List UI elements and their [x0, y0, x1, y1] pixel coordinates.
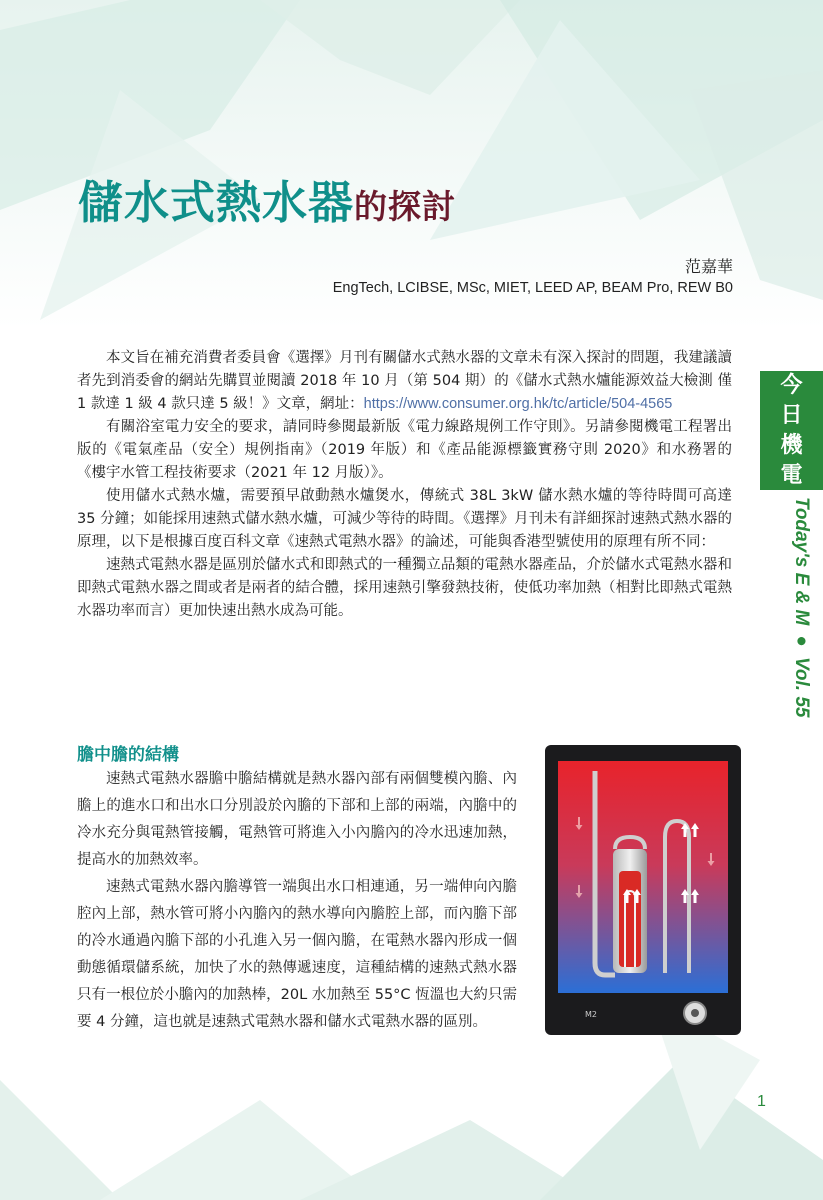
- inner-tank-hot-water: [619, 871, 641, 967]
- paragraph-regulations: 有關浴室電力安全的要求，請同時參閱最新版《電力線路規例工作守則》。另請參閱機電工程署出版的《電氣產品（安全）規例指南》（2019 年版）和《產品能源標籤實務守則 2020》和水務署的《樓宇水管工程技術要求（2021 年 12 月版）》。: [77, 419, 732, 481]
- badge-char-2: 日: [780, 402, 803, 428]
- consumer-council-link[interactable]: https://www.consumer.org.hk/tc/article/504-4565: [363, 396, 673, 412]
- magazine-badge: [760, 371, 823, 490]
- title-sub: 的探討: [354, 187, 457, 226]
- article-title: [78, 166, 456, 231]
- intro-text: 本文旨在補充消費者委員會《選擇》月刊有關儲水式熱水器的文章未有深入探討的問題，我建議讀者先到消委會的網站先購買並閱讀 2018 年 10 月（第 504 期）的《儲水式熱水爐能源效益大檢測 僅 1 款達 1 級 4 款只達 5 級！》文章，網址：: [77, 350, 732, 412]
- title-main: 儲水式熱水器: [78, 176, 355, 229]
- section-body: [77, 766, 517, 1036]
- paragraph-intro: [77, 347, 732, 416]
- issue-label: Today's E & M ● Vol. 55: [791, 497, 812, 718]
- section-heading: 膽中膽的結構: [77, 745, 179, 765]
- article-body: [77, 347, 732, 623]
- paragraph-waiting-time: 使用儲水式熱水爐，需要預早啟動熱水爐煲水，傳統式 38L 3kW 儲水熱水爐的等待時間可高達 35 分鐘；如能採用速熱式儲水熱水爐，可減少等待的時間。《選擇》月刊未有詳細探討速熱式熱水器的原理，以下是根據百度百科文章《速熱式電熱水器》的論述，可能與香港型號使用的原理有所不同：: [77, 488, 732, 550]
- author-name: 范嘉華: [684, 257, 733, 276]
- paragraph-structure: 速熱式電熱水器膽中膽結構就是熱水器內部有兩個雙模內膽、內膽上的進水口和出水口分別設於內膽的下部和上部的兩端，內膽中的冷水充分與電熱管接觸，電熱管可將進入小內膽內的冷水迅速加熱，提高水的加熱效率。: [77, 771, 517, 868]
- badge-char-1: 今: [780, 372, 803, 398]
- badge-char-3: 機: [780, 432, 803, 458]
- paragraph-circulation: 速熱式電熱水器內膽導管一端與出水口相連通，另一端伸向內膽腔內上部，熱水管可將小內膽內的熱水導向內膽腔上部，而內膽下部的冷水通過內膽下部的小孔進入另一個內膽，在電熱水器內形成一個動態循環儲系統，加快了水的熱傳遞速度，這種結構的速熱式熱水器只有一根位於小膽內的加熱棒，20L 水加熱至 55°C 恆溫也大約只需要 4 分鐘，這也就是速熱式電熱水器和儲水式電熱水器的區別。: [77, 879, 517, 1030]
- device-label: M2: [585, 1010, 597, 1019]
- water-heater-diagram: [545, 745, 741, 1035]
- author-credentials: EngTech, LCIBSE, MSc, MIET, LEED AP, BEAM Pro, REW B0: [332, 280, 733, 296]
- badge-char-4: 電: [780, 462, 803, 488]
- paragraph-definition: 速熱式電熱水器是區別於儲水式和即熱式的一種獨立品類的電熱水器產品，介於儲水式電熱水器和即熱式電熱水器之間或者是兩者的結合體，採用速熱引擎發熱技術，使低功率加熱（相對比即熱式電熱水器功率而言）更加快速出熱水成為可能。: [77, 557, 732, 619]
- page-number: 1: [757, 1093, 766, 1110]
